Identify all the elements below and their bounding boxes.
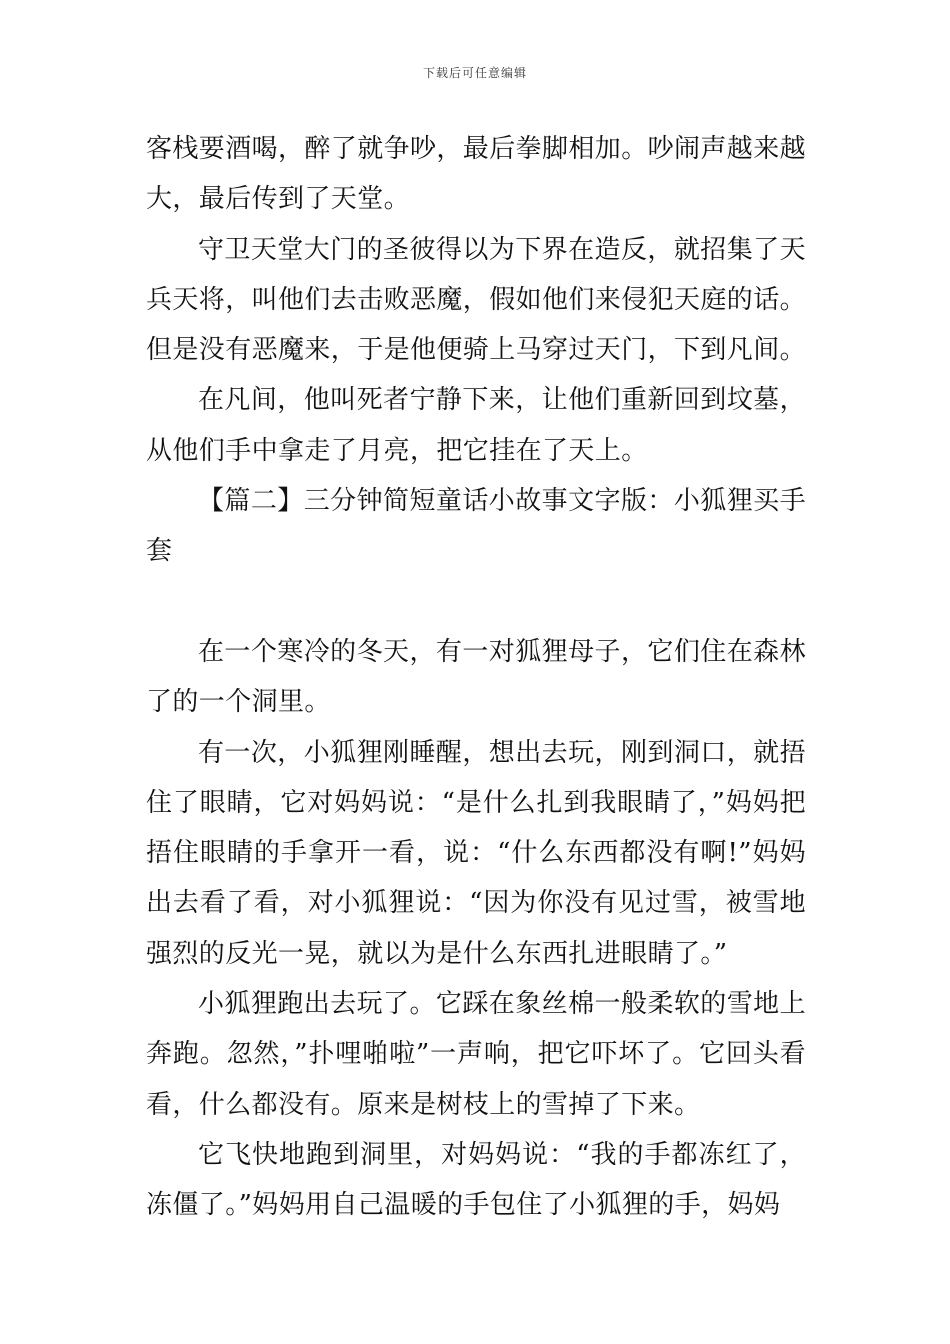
paragraph-continued: 客栈要酒喝，醉了就争吵，最后拳脚相加。吵闹声越来越大，最后传到了天堂。 bbox=[146, 134, 807, 215]
page-header: 下载后可任意编辑 bbox=[422, 66, 527, 80]
blank-line bbox=[146, 577, 806, 627]
section-heading: 【篇二】三分钟简短童话小故事文字版：小狐狸买手套 bbox=[146, 486, 806, 567]
paragraph: 它飞快地跑到洞里，对妈妈说：“我的手都冻红了，冻僵了。”妈妈用自己温暖的手包住了小狐狸的手，妈妈 bbox=[146, 1139, 806, 1221]
paragraph: 在凡间，他叫死者宁静下来，让他们重新回到坟墓，从他们手中拿走了月亮，把它挂在了天上。 bbox=[146, 385, 806, 466]
paragraph: 有一次，小狐狸刚睡醒，想出去玩，刚到洞口，就捂住了眼睛，它对妈妈说：“是什么扎到我眼睛了，”妈妈把捂住眼睛的手拿开一看，说：“什么东西都没有啊!”妈妈出去看了看，对小狐狸说：“因为你没有见过雪，被雪地强烈的反光一晃，就以为是什么东西扎进眼睛了。” bbox=[146, 737, 806, 969]
paragraph: 小狐狸跑出去玩了。它踩在象丝棉一般柔软的雪地上奔跑。忽然，”扑哩啪啦”一声响，把它吓坏了。它回头看看，什么都没有。原来是树枝上的雪掉了下来。 bbox=[146, 989, 806, 1120]
paragraph: 在一个寒冷的冬天，有一对狐狸母子，它们住在森林了的一个洞里。 bbox=[146, 636, 806, 718]
document-body bbox=[146, 124, 806, 1231]
paragraph: 守卫天堂大门的圣彼得以为下界在造反，就招集了天兵天将，叫他们去击败恶魔，假如他们来侵犯天庭的话。但是没有恶魔来，于是他便骑上马穿过天门，下到凡间。 bbox=[146, 234, 807, 366]
